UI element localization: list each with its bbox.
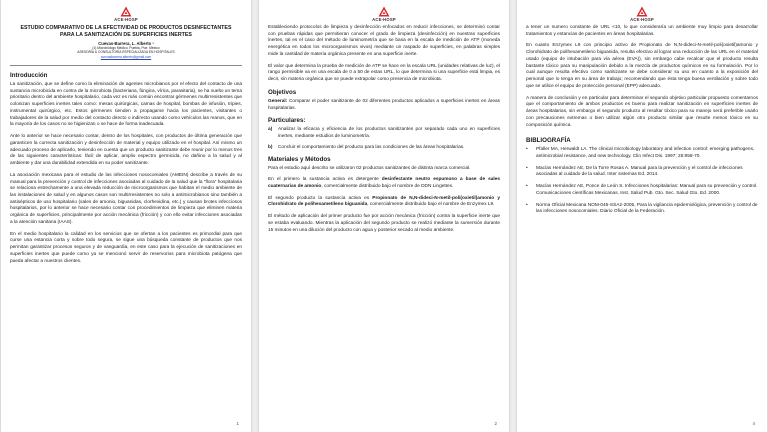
paragraph: A manera de conclusión y en particular para determinar el segundo objetivo particular propuesto comentamos que el comportamiento de ambos productos es bueno para realizar sanitización en superficies inertes de áreas hospitalarias, sin embargo el segundo producto al resultar tóxico para su manejo será preferible usarlo con precauciones extremas o bien utilizar algún otro producto similar que resulte menos tóxico en su composición química. <box>526 95 758 128</box>
general-objective <box>268 99 500 112</box>
bib-entry <box>526 166 758 179</box>
bullet-icon: • <box>526 202 528 208</box>
bullet-icon: • <box>526 147 528 153</box>
list-item <box>268 145 500 152</box>
list-item-text: Concluir el comportamiento del producto para las condiciones de las áreas hospitalarias. <box>278 144 465 150</box>
logo-text: ACE-HOSP <box>114 17 138 22</box>
paragraph <box>268 196 500 209</box>
product-2-active: Propionato de N,N-dideci-N-metil-poli(oxietil)amonio y Clorohidrato de polihexametileno biguanida <box>268 195 500 208</box>
paragraph: El método de aplicación del primer producto fue por acción mecánica (fricción) contra la superficie inerte que se estaba evaluando. Mientras la aplicación del segundo producto se realizó mediante la sumersión durante 15 minutos en una dilución del producto con agua y posterior secado al medio ambiente. <box>268 214 500 233</box>
page-number: 2 <box>494 421 497 426</box>
bullet-icon: • <box>526 165 528 171</box>
logo-text: ACE-HOSP <box>372 17 396 22</box>
intro-paragraph: Ante lo anterior se hace necesario contar, dentro de los hospitales, con productos de última generación que garanticen la correcta sanitización y desinfección de material y equipo utilizado en el hospital. Así mismo un adecuado proceso de aplicarlo, teniendo en cuenta que un producto sanitizante debe reunir por lo menos tres de las siguientes características: fácil de aplicar, amplio espectro germicida, no dañino a la salud y al ambiente y dar una durabilidad extendida en su poder sanitizante. <box>10 134 242 167</box>
bullet-icon: • <box>526 184 528 190</box>
bib-entry <box>526 184 758 197</box>
logo-mark-icon <box>378 6 390 17</box>
logo-text: ACE-HOSP <box>630 17 654 22</box>
logo-mark-icon <box>120 6 132 17</box>
paragraph: Para el estudio aquí descrito se utilizaron 02 productos sanitizantes de distinta marca comercial. <box>268 165 471 171</box>
bib-text: Pfaller MA, Herwaldt LA. The clinical microbiology laboratory and infection control: emerging pathogens, antimicrobial resistance, and new technology. Clin Infect Dis. 1997; 25:858-70. <box>536 147 755 160</box>
document-page-3 <box>517 0 767 432</box>
product-1-active: desinfectante neutro espumoso a base de sales cuaternarias de amonio <box>268 177 500 190</box>
bib-text: Macías Hernández AE, Ponce de León S. Infecciones hospitalarias: Manual para su prevención y control. Comunicaciones científicas Mexicanas. Inst. Salud Pub. Gto. Sec. Salud Gto. Ed. 2000. <box>536 184 758 196</box>
bibliography-heading: BIBLIOGRAFÍA <box>526 137 571 145</box>
bib-text: Macías Hernández AE, De la Torre Rosas A. Manual para la prevención y el control de infecciones asociadas al cuidado de la salud. Inter sistemas Ed. 2014. <box>536 165 743 178</box>
page-number: 1 <box>236 421 239 426</box>
intro-paragraph: La sanitización, que se define como la eliminación de agentes microbianos por el efecto del contacto de una sustancia microbicida en contra de la microbiota (bacteriana, fúngica, vírica, parasitaria), se ha vuelto un tema prioritario dentro del ambiente hospitalario, cada vez es más común encontrar gérmenes multirresistentes que colonizan superficies inertes tales como: mesas quirúrgicas, camas de hospital, bombas de infusión, tripies, instrumental quirúrgico, etc. Estos gérmenes tienden a propagarse hacia los pacientes, visitantes o trabajadores de la salud por medio del contacto directo o indirecto usando como vehículos las manos, que en la mayoría de los casos no se higienizan o se hace de forma inadecuada. <box>10 81 242 128</box>
ace-hosp-logo <box>10 6 242 22</box>
particular-objectives-heading: Particulares: <box>268 117 306 125</box>
author-email-link[interactable]: cuevasbarrera.alberto@gmail.com <box>100 54 152 59</box>
document-page-1 <box>1 0 251 432</box>
bib-entry <box>526 203 758 216</box>
divider <box>10 65 242 66</box>
ace-hosp-logo <box>268 6 500 22</box>
document-page-2 <box>259 0 509 432</box>
paragraph <box>268 177 500 190</box>
intro-heading: Introducción <box>10 71 48 79</box>
text-run: En el primero la sustancia activa es detergente <box>268 177 382 183</box>
general-label: General: <box>268 98 288 104</box>
logo-mark-icon <box>636 6 648 17</box>
page-number: 4 <box>752 421 755 426</box>
paragraph: a tener un numero constante de URL <10, lo que consideraría un ambiente muy limpio para desarrollar tratamientos y estancias de pacientes en áreas hospitalarias. <box>526 25 758 37</box>
intro-paragraph: En el medio hospitalario la calidad en los servicios que se ofertan a los pacientes es primordial para que curse una estancia corta y sobre todo segura, se sigue una búsqueda constante de productos que nos permitan garantizar procesos seguros y de vanguardia, en este caso para la ejecución de sanitizaciones en superficies inertes que puede como ya se mencionó servir de reservorios para microbiota patógena que pueda afectar a nuestros clientes. <box>10 231 242 264</box>
text-run: , comercialmente distribuido bajo el nombre de Enzymex L9. <box>367 202 495 208</box>
methods-heading: Materiales y Métodos <box>268 155 331 163</box>
paper-authors: Cuevas-Barrera, L. Alberto ¹ <box>98 40 154 46</box>
author-affiliation-org: ASESORÍA & CONSULTORÍA ESPECIALIZADA EN HOSPITALES <box>77 50 175 55</box>
text-run: , comercialmente distribuido bajo el nombre de DDN Lingettes. <box>321 184 454 190</box>
list-marker: b) <box>268 144 273 150</box>
ace-hosp-logo <box>526 6 758 22</box>
paragraph: Estableciendo protocolos de limpieza y desinfección enfocados en reducir infecciones, se determinó contar con pruebas rápidas que permitieran conocer el grado de limpieza (desinfección) en nuestras superficies inertes, tal es el caso del método de luminometría que se basa en la escala de medición de ATP (moneda energética en todos los microorganismos vivos) mediante un raspado de superficies, en palabras simples mide la cantidad de materia orgánica presente en una superficie inerte. <box>268 25 500 57</box>
general-objective-text: Comparar el poder sanitizante de 02 diferentes productos aplicados a superficies inertes en áreas hospitalarias. <box>268 98 501 111</box>
paragraph: El valor que determina la prueba de medición de ATP se hace en la escala URL (unidades relativas de luz), el rango permisible va en una escala de 0 a 50 de estas URL, lo que determina si una superficie está limpia, es decir, sin materia orgánica que se puede extrapolar como presencia de microbiota. <box>268 63 500 83</box>
bib-entry <box>526 147 758 160</box>
author-affiliation: (1) Microbiólogo Médico, Puebla, Pue. México <box>92 45 160 50</box>
objectives-heading: Objetivos <box>268 88 297 96</box>
bib-text: Norma Oficial Mexicana NOM-045-SSA2-2005, Para la vigilancia epidemiológica, prevención y control de las infecciones nosocomiales. Diario Oficial de la Federación. <box>536 202 758 215</box>
paper-title: ESTUDIO COMPARATIVO DE LA EFECTIVIDAD DE PRODUCTOS DESINFECTANTES PARA LA SANITIZACIÓN DE SUPERFICIES INERTES <box>20 25 232 38</box>
particular-objectives-list <box>268 127 500 151</box>
paragraph: En cuanto Enzymex L9 con principio activo de Propionato de N,N-dideci-N-metil-poli(oxietil)amonio y Clorohidrato de polihexametileno biguanida, resulta efectivo al lograr una reducción de las URL en el material usado (equipo de intubación para vía aérea (EVA)), sin embargo cabe recalcar que el producto resulta bastante tóxico para su manipulación debido a la mezcla de productos químicos en su formulación. Por lo cual aunque resulta efectivo como sanitizante se debe considerar su uso en cuanto a la exposición del personal que lo tenga en su área de trabajo; recomendando que ésta tenga buena ventilación y sobre todo que se utilice el equipo de protección personal (EPP) adecuado. <box>526 43 758 89</box>
list-marker: a) <box>268 127 273 133</box>
list-item <box>268 127 500 140</box>
list-item-text: Analizar la eficacia y eficiencia de los productos sanitizantes por separado cada uno en superficies inertes, mediante estudios de luminometría. <box>278 127 500 140</box>
intro-paragraph: La asociación mexicana para el estudio de las infecciones nosocomiales (AMEIN) describe a través de su manual para la prevención y control de infecciones asociadas al cuidado de la salud que la “flora” hospitalaria se relaciona estrechamente a una elevada reducción de microorganismos que habitan el medio ambiente de las instalaciones de salud y en algunos casos son multirresistentes no solo a antimicrobianos sino también a antisépticos de uso hospitalario (sales de amonio, biguanidas, clorhexidina, etc.) y causan brotes infecciosos hospitalarios, por lo anterior se hace necesario contar con procedimientos de limpieza que eliminen materia orgánica de superficies, principalmente por acción mecánica (fricción) y con ello evitar infecciones asociadas a la atención sanitaria (IAAS). <box>10 172 242 225</box>
text-run: El segundo producto la sustancia activa es <box>268 195 373 201</box>
